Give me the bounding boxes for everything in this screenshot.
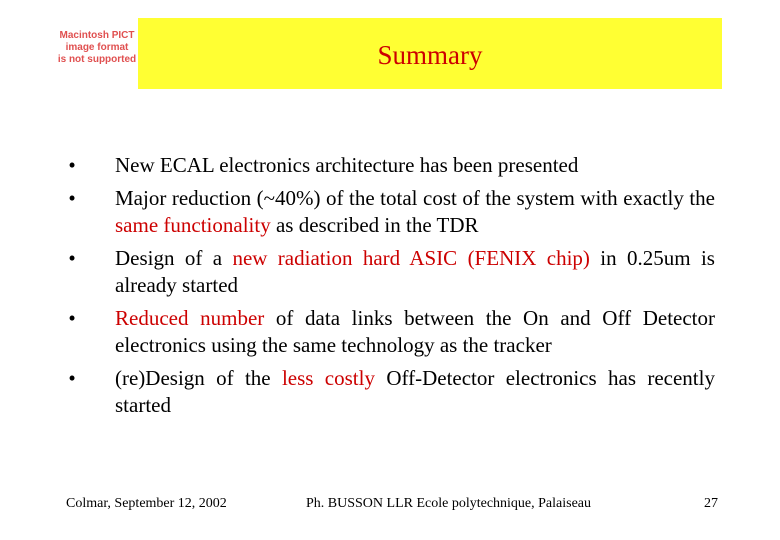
bullet-item bbox=[65, 245, 715, 299]
bullet-text: Off-Detector electronics has recently started bbox=[115, 366, 715, 417]
bullet-dot: • bbox=[68, 186, 76, 210]
unsupported-image-placeholder bbox=[57, 30, 137, 72]
bullet-dot: • bbox=[68, 246, 76, 270]
bullet-text: in 0.25um is already started bbox=[115, 246, 715, 297]
bullet-list bbox=[65, 152, 715, 425]
bullet-text: Major reduction (~40%) of the total cost of the system with exactly the bbox=[115, 186, 715, 210]
bullet-item bbox=[65, 185, 715, 239]
bullet-text: (re)Design of the bbox=[115, 366, 282, 390]
bullet-dot: • bbox=[68, 366, 76, 390]
placeholder-line: is not supported bbox=[57, 54, 137, 65]
slide-title: Summary bbox=[377, 40, 483, 70]
highlight-text: new radiation hard ASIC (FENIX chip) bbox=[232, 246, 590, 270]
placeholder-line: Macintosh PICT bbox=[59, 30, 135, 41]
bullet-text: as described in the TDR bbox=[270, 213, 479, 237]
highlight-text: Reduced number bbox=[115, 306, 265, 330]
footer-date: Colmar, September 12, 2002 bbox=[66, 496, 227, 511]
bullet-text: Design of a bbox=[115, 246, 233, 270]
bullet-dot: • bbox=[68, 306, 76, 330]
bullet-item bbox=[65, 152, 715, 179]
title-banner bbox=[138, 18, 722, 89]
placeholder-line: image format bbox=[65, 42, 129, 53]
bullet-item bbox=[65, 365, 715, 419]
highlight-text: same functionality bbox=[115, 213, 271, 237]
bullet-dot: • bbox=[68, 153, 76, 177]
highlight-text: less costly bbox=[281, 366, 375, 390]
bullet-text: of data links between the On and Off Detector electronics using the same technology as the tracker bbox=[115, 306, 715, 357]
footer-author: Ph. BUSSON LLR Ecole polytechnique, Palaiseau bbox=[306, 496, 592, 511]
page-number: 27 bbox=[704, 496, 718, 511]
bullet-item bbox=[65, 305, 715, 359]
bullet-text: New ECAL electronics architecture has been presented bbox=[115, 153, 579, 177]
